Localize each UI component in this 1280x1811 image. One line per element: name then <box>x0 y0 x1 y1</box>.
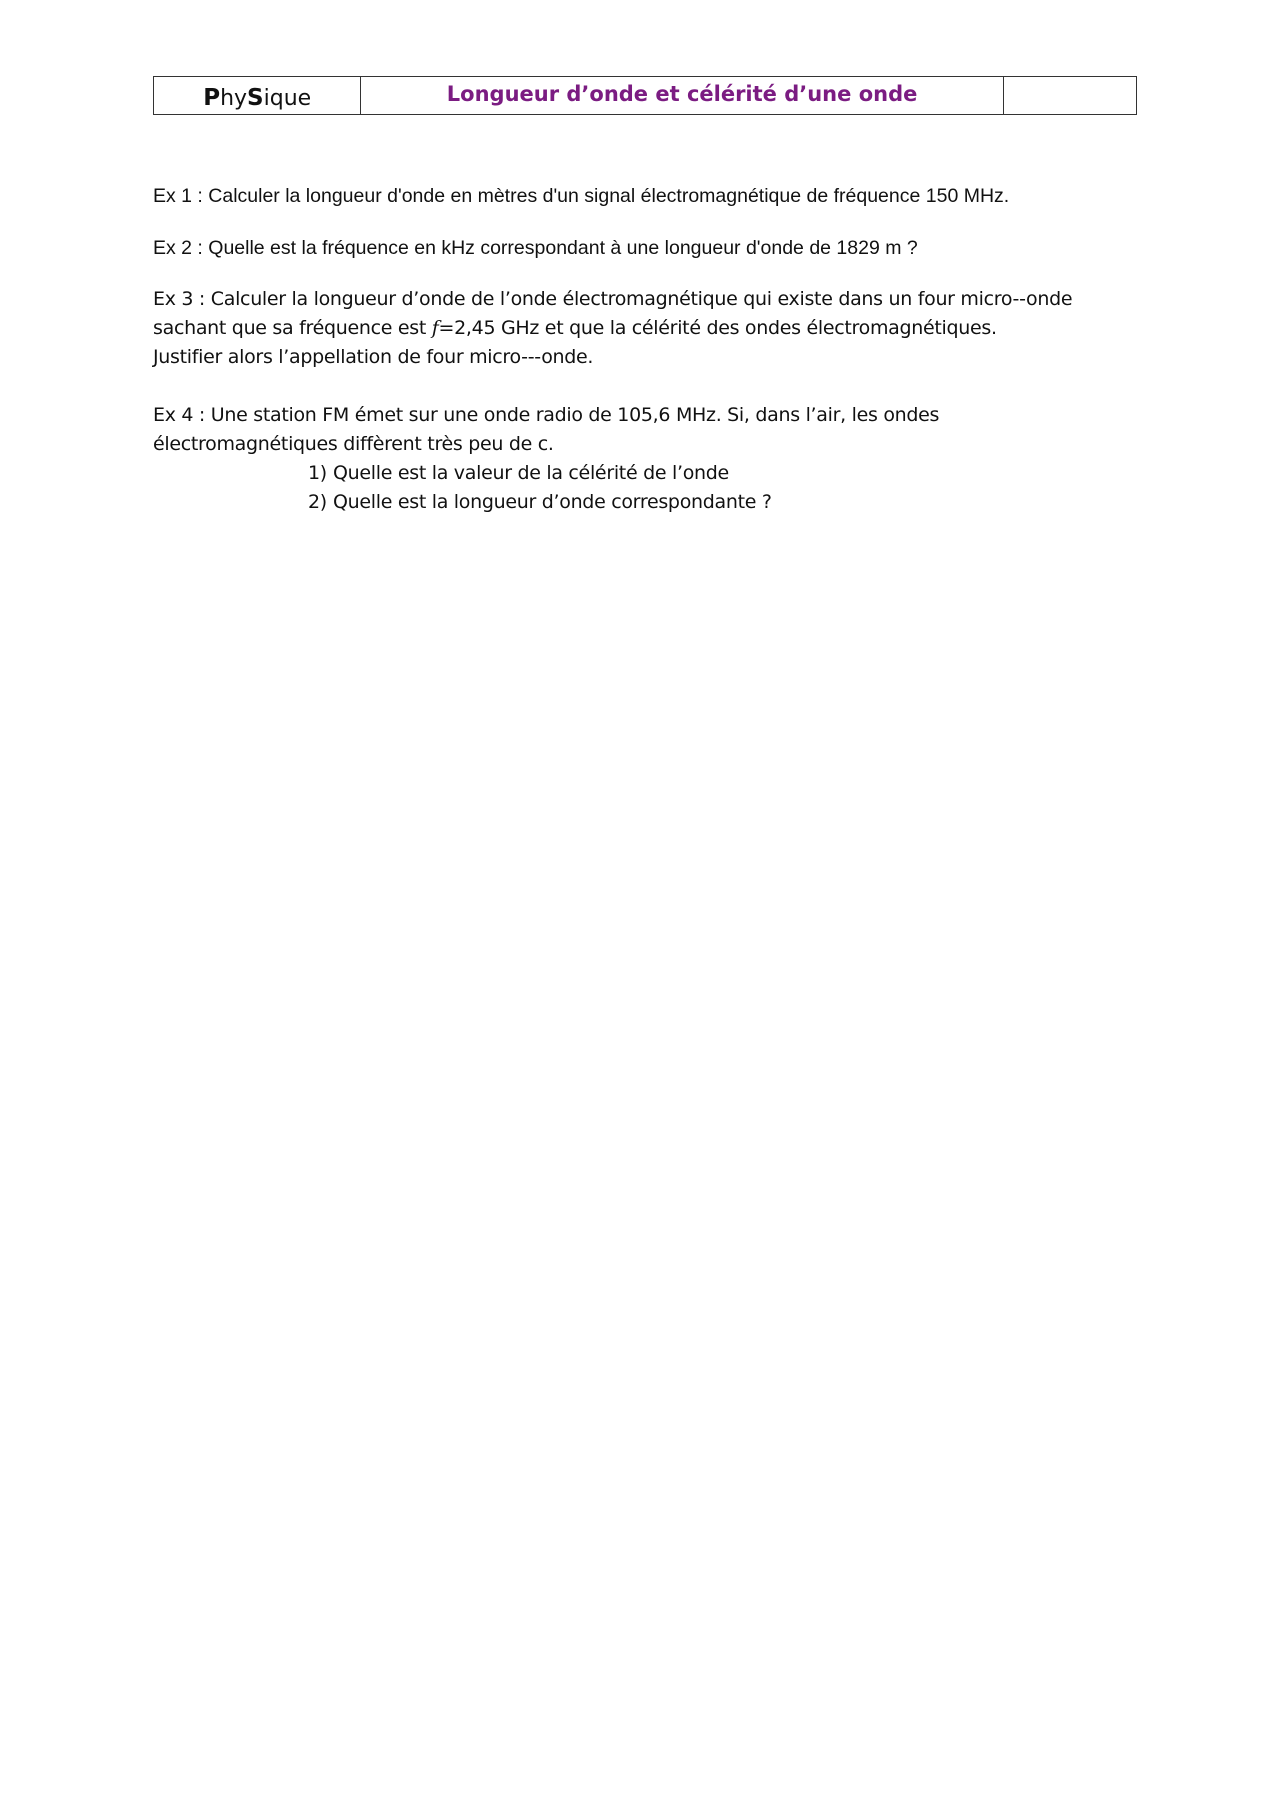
list-item <box>308 459 1153 488</box>
empty-cell <box>1003 77 1136 115</box>
exercise-3-line-2-after: =2,45 GHz et que la célérité des ondes électromagnétiques. <box>438 317 997 339</box>
exercise-3-line-1: Ex 3 : Calculer la longueur d’onde de l’onde électromagnétique qui existe dans un four micro--onde <box>153 288 1073 310</box>
question-number: 1) <box>308 462 327 484</box>
question-text: Quelle est la valeur de la célérité de l’onde <box>333 462 729 484</box>
subject-label <box>203 86 311 111</box>
subject-part1: hy <box>220 85 248 111</box>
subject-cell <box>154 77 361 115</box>
question-number: 2) <box>308 491 327 513</box>
list-item <box>308 488 1153 517</box>
frequency-symbol: f <box>431 317 439 339</box>
title-cell <box>361 77 1003 115</box>
exercise-4-line-2: électromagnétiques diffèrent très peu de c. <box>153 433 554 455</box>
exercise-3-line-2-before: sachant que sa fréquence est <box>153 317 432 339</box>
exercise-2: Ex 2 : Quelle est la fréquence en kHz correspondant à une longueur d'onde de 1829 m ? <box>153 237 918 259</box>
page-title: Longueur d’onde et célérité d’une onde <box>446 81 918 106</box>
exercise-content <box>153 182 1153 517</box>
exercise-3-line-2 <box>153 314 1153 343</box>
question-text: Quelle est la longueur d’onde correspondante ? <box>333 491 772 513</box>
subject-part2: ique <box>263 85 312 111</box>
subject-initial-s: S <box>247 84 264 111</box>
exercise-4 <box>153 401 1153 517</box>
exercise-3-line-3: Justifier alors l’appellation de four micro---onde. <box>153 346 594 368</box>
header-table <box>153 76 1137 115</box>
exercise-4-questions <box>153 459 1153 517</box>
exercise-4-line-1: Ex 4 : Une station FM émet sur une onde radio de 105,6 MHz. Si, dans l’air, les ondes <box>153 404 940 426</box>
subject-initial-p: P <box>203 84 221 111</box>
exercise-1: Ex 1 : Calculer la longueur d'onde en mètres d'un signal électromagnétique de fréquence 150 MHz. <box>153 185 1010 207</box>
exercise-3 <box>153 285 1153 372</box>
